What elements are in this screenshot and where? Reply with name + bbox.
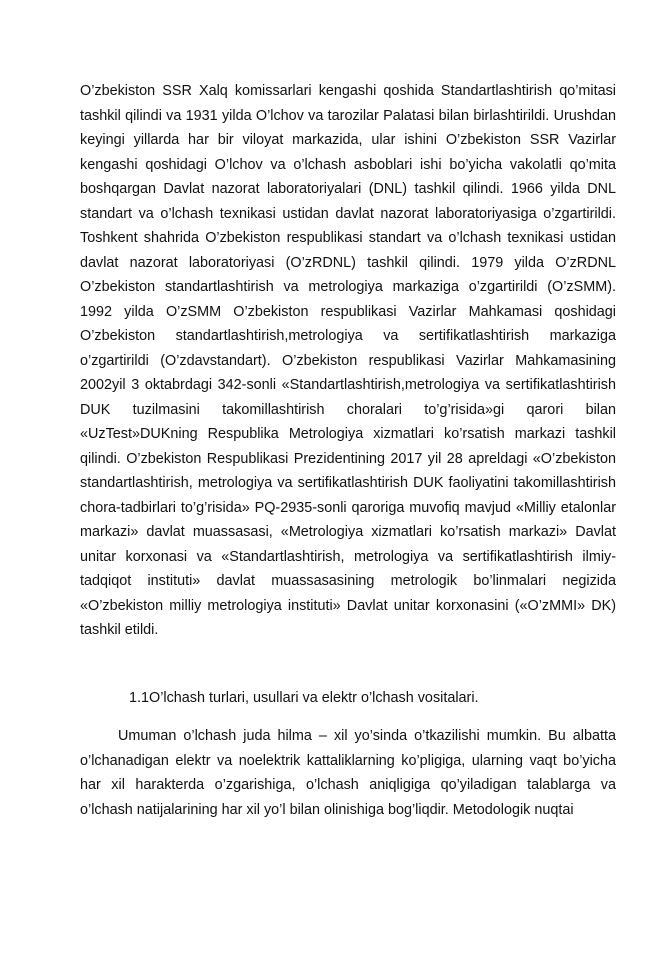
section-heading: 1.1O’lchash turlari, usullari va elektr o’lchash vositalari.	[129, 690, 479, 706]
history-paragraph: O’zbekiston SSR Xalq komissarlari kengashi qoshida Standartlashtirish qo’mitasi tashkil qilindi va 1931 yilda O’lchov va tarozilar Palatasi bilan birlashtirildi. Urushdan keyingi yillarda har bir viloyat markazida, ular ishini O’zbekiston SSR Vazirlar kengashi qoshidagi O’lchov va o’lchash asboblari ishi bo’yicha vakolatli qo’mita boshqargan Davlat nazorat laboratoriyalari (DNL) tashkil qilindi. 1966 yilda DNL standart va o’lchash texnikasi ustidan davlat nazorat laboratoriyasiga o’zgartirildi. Toshkent shahrida O’zbekiston respublikasi standart va o’lchash texnikasi ustidan davlat nazorat laboratoriyasi (O’zRDNL) tashkil qilindi. 1979 yilda O’zRDNL O’zbekiston standartlashtirish va metrologiya markaziga o’zgartirildi (O’zSMM). 1992 yilda O’zSMM O’zbekiston respublikasi Vazirlar Mahkamasi qoshidagi O’zbekiston standartlashtirish,metrologiya va sertifikatlashtirish markaziga o’zgartirildi (O’zdavstandart). O’zbekiston respublikasi Vazirlar Mahkamasining 2002yil 3 oktabrdagi 342-sonli «Standartlashtirish,metrologiya va sertifikatlashtirish DUK tuzilmasini takomillashtirish choralari to’g’risida»gi qarori bilan «UzTest»DUKning Respublika Metrologiya xizmatlari ko’rsatish markazi tashkil qilindi. O’zbekiston Respublikasi Prezidentining 2017 yil 28 apreldagi «O’zbekiston standartlashtirish, metrologiya va sertifikatlashtirish DUK faoliyatini takomillashtirish chora-tadbirlari to’g’risida» PQ-2935-sonli qaroriga muvofiq mavjud «Milliy etalonlar markazi» davlat muassasasi, «Metrologiya xizmatlari ko’rsatish markazi» Davlat unitar korxonasi va «Standartlashtirish, metrologiya va sertifikatlashtirish ilmiy-tadqiqot instituti» davlat muassasasining metrologik bo’linmalari negizida «O’zbekiston milliy metrologiya instituti» Davlat unitar korxonasini («O’zMMI» DK) tashkil etildi.	[80, 83, 616, 638]
measurement-paragraph: Umuman o’lchash juda hilma – xil yo’sinda o’tkazilishi mumkin. Bu albatta o’lchanadigan elektr va noelektrik kattaliklarning ko’pligiga, ularning vaqt bo’yicha har xil harakterda o’zgarishiga, o’lchash aniqligiga qo’yiladigan talablarga va o’lchash natijalarining har xil yo’l bilan olinishiga bog’liqdir. Metodologik nuqtai	[80, 728, 616, 818]
